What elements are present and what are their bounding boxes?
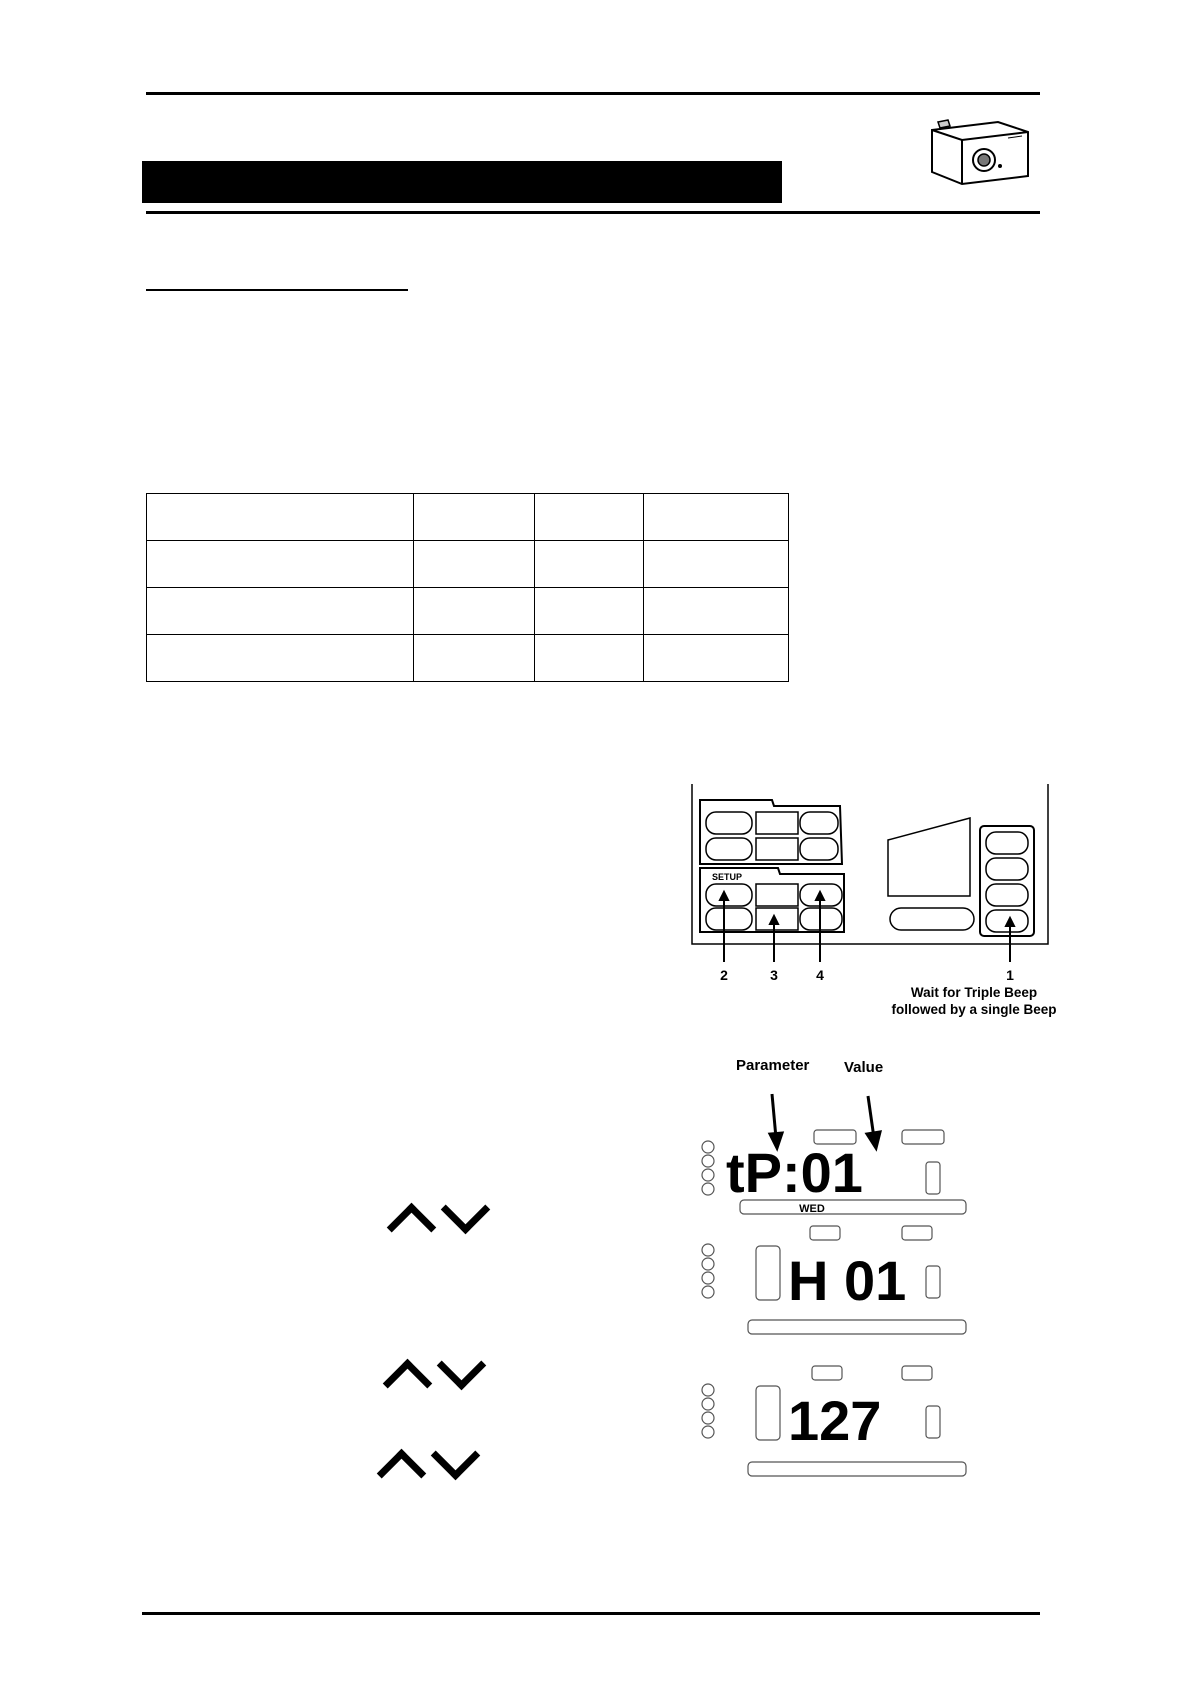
table-cell [414,635,535,682]
setup-label: SETUP [712,872,743,882]
table-row [147,494,789,541]
table-cell [644,541,789,588]
table-cell [414,494,535,541]
table-cell [147,635,414,682]
table-cell [414,588,535,635]
beep-note-line1: Wait for Triple Beep [910,985,1038,1000]
table-row [147,635,789,682]
lcd-display-2: H 01 [788,1249,907,1312]
section-title-bar [142,161,782,203]
table-row [147,588,789,635]
header-top-rule [146,92,1040,95]
callout-1: 1 [1006,967,1014,983]
up-arrow-icon [383,1359,432,1408]
up-arrow-icon [377,1449,426,1498]
header-bottom-rule [146,211,1040,214]
table-cell [644,494,789,541]
day-label: WED [799,1203,825,1215]
footer-rule [142,1612,1040,1615]
table-cell [414,541,535,588]
table-cell [644,635,789,682]
table-cell [535,635,644,682]
table-cell [147,541,414,588]
table-cell [644,588,789,635]
callout-2: 2 [720,967,728,983]
callout-4: 4 [816,967,824,983]
beep-note-line2: followed by a single Beep [891,1002,1057,1017]
down-arrow-icon [431,1431,480,1480]
table-row [147,541,789,588]
subheading-underline [146,289,408,291]
lcd-display-3: 127 [788,1389,882,1452]
up-arrow-icon [387,1203,436,1252]
control-panel-figure [680,780,1076,1020]
heater-unit-icon [924,116,1032,188]
spec-table [146,493,789,682]
down-arrow-icon [441,1185,490,1234]
table-cell [147,494,414,541]
table-cell [535,494,644,541]
table-cell [147,588,414,635]
parameter-label: Parameter [736,1057,810,1074]
value-label: Value [844,1059,884,1076]
lcd-display-1: tP:01 [726,1141,863,1204]
callout-3: 3 [770,967,778,983]
table-cell [535,541,644,588]
lcd-display-figure [690,1050,970,1490]
down-arrow-icon [437,1341,486,1390]
table-cell [535,588,644,635]
